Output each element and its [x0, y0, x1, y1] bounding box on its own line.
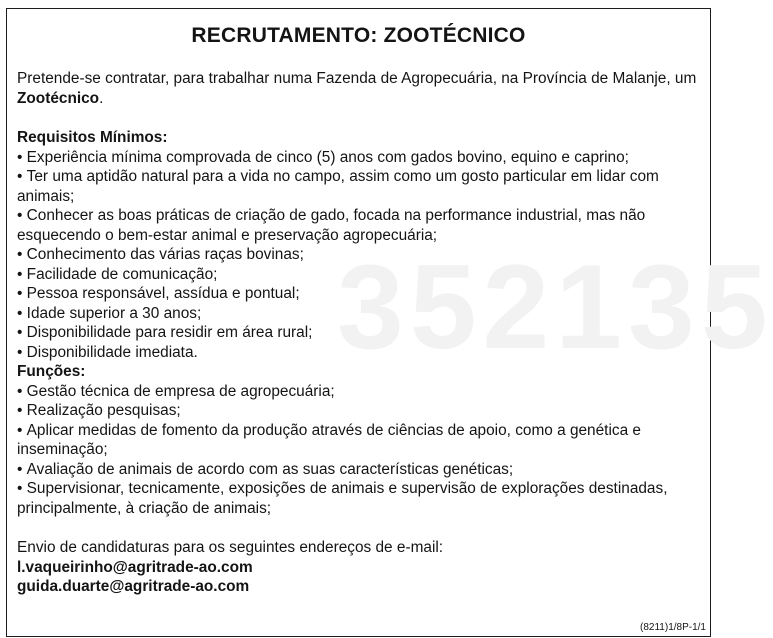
- reference-code: (8211)1/8P-1/1: [640, 622, 706, 633]
- functions-heading: Funções:: [17, 363, 86, 380]
- watermark: 352135: [337, 240, 773, 374]
- intro-paragraph: [17, 69, 700, 108]
- list-item: • Avaliação de animais de acordo com as suas características genéticas;: [17, 460, 700, 480]
- list-item: • Gestão técnica de empresa de agropecuária;: [17, 382, 700, 402]
- requirements-section: [17, 128, 700, 518]
- list-item: • Facilidade de comunicação;: [17, 265, 700, 285]
- functions-list: [17, 382, 700, 519]
- intro-end: .: [99, 89, 104, 107]
- advert-content: [7, 23, 710, 597]
- list-item: • Conhecimento das várias raças bovinas;: [17, 245, 700, 265]
- contact-section: [17, 538, 700, 597]
- list-item: • Conhecer as boas práticas de criação de gado, focada na performance industrial, mas não esquecendo o bem-estar animal e preservação agropecuária;: [17, 206, 700, 245]
- advert-title: RECRUTAMENTO: ZOOTÉCNICO: [191, 24, 526, 47]
- email-address-2[interactable]: guida.duarte@agritrade-ao.com: [17, 578, 250, 595]
- list-item: • Idade superior a 30 anos;: [17, 304, 700, 324]
- requirements-list: [17, 148, 700, 363]
- email-address-1[interactable]: l.vaqueirinho@agritrade-ao.com: [17, 558, 253, 576]
- list-item: • Disponibilidade para residir em área rural;: [17, 323, 700, 343]
- list-item: • Disponibilidade imediata.: [17, 343, 700, 363]
- list-item: • Pessoa responsável, assídua e pontual;: [17, 284, 700, 304]
- list-item: • Realização pesquisas;: [17, 401, 700, 421]
- intro-text: Pretende-se contratar, para trabalhar numa Fazenda de Agropecuária, na Província de Malanje, um: [17, 70, 697, 87]
- job-advert: [6, 8, 773, 637]
- requirements-heading: Requisitos Mínimos:: [17, 129, 168, 146]
- list-item: • Ter uma aptidão natural para a vida no campo, assim como um gosto particular em lidar com animais;: [17, 167, 700, 206]
- list-item: • Aplicar medidas de fomento da produção através de ciências de apoio, como a genética e inseminação;: [17, 421, 700, 460]
- contact-intro: Envio de candidaturas para os seguintes endereços de e-mail:: [17, 539, 444, 556]
- list-item: • Supervisionar, tecnicamente, exposições de animais e supervisão de explorações destinadas, principalmente, à criação de animais;: [17, 479, 700, 518]
- list-item: • Experiência mínima comprovada de cinco (5) anos com gados bovino, equino e caprino;: [17, 148, 700, 168]
- intro-position: Zootécnico: [17, 89, 100, 107]
